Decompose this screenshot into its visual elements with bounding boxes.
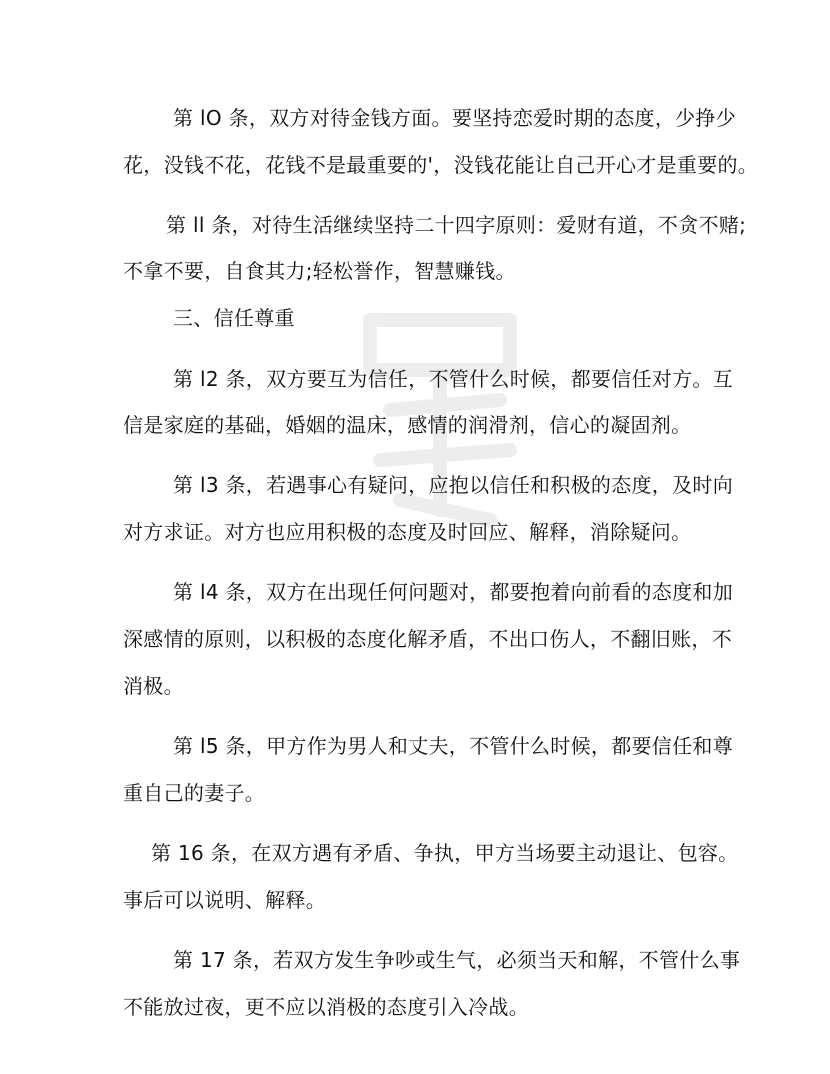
line-article-10-b: 花，没钱不花，花钱不是最重要的'，没钱花能让自己开心才是重要的。	[123, 153, 759, 177]
line-article-10-a: 第 lO 条，双方对待金钱方面。要坚持恋爱时期的态度，少挣少	[173, 106, 737, 130]
line-article-16-b: 事后可以说明、解释。	[123, 888, 326, 912]
line-article-13-a: 第 l3 条，若遇事心有疑问，应抱以信任和积极的态度，及时向	[173, 473, 733, 497]
line-article-16-a: 第 16 条，在双方遇有矛盾、争执，甲方当场要主动退让、包容。	[151, 841, 739, 865]
line-article-14-b: 深感情的原则，以积极的态度化解矛盾，不出口伤人，不翻旧账，不	[123, 627, 732, 651]
line-article-11-b: 不拿不要，自食其力;轻松誉作，智慧赚钱。	[123, 259, 516, 283]
line-article-15-b: 重自己的妻子。	[123, 781, 266, 805]
line-article-14-c: 消极。	[123, 674, 184, 698]
watermark-icon	[330, 280, 550, 540]
section-heading-trust-respect: 三、信任尊重	[173, 306, 295, 330]
line-article-14-a: 第 l4 条，双方在出现任何问题对，都要抱着向前看的态度和加	[173, 580, 733, 604]
line-article-11-a: 第 ll 条，对待生活继续坚持二十四字原则：爱财有道，不贪不赌;	[166, 213, 747, 237]
line-article-17-a: 第 17 条，若双方发生争吵或生气，必须当天和解，不管什么事	[173, 948, 741, 972]
line-article-13-b: 对方求证。对方也应用积极的态度及时回应、解释，消除疑问。	[123, 520, 692, 544]
line-article-12-b: 信是家庭的基础，婚姻的温床，感情的润滑剂，信心的凝固剂。	[123, 413, 692, 437]
line-article-12-a: 第 l2 条，双方要互为信任，不管什么时候，都要信任对方。互	[173, 367, 733, 391]
line-article-17-b: 不能放过夜，更不应以消极的态度引入冷战。	[123, 995, 529, 1019]
line-article-15-a: 第 l5 条，甲方作为男人和丈夫，不管什么时候，都要信任和尊	[173, 734, 733, 758]
